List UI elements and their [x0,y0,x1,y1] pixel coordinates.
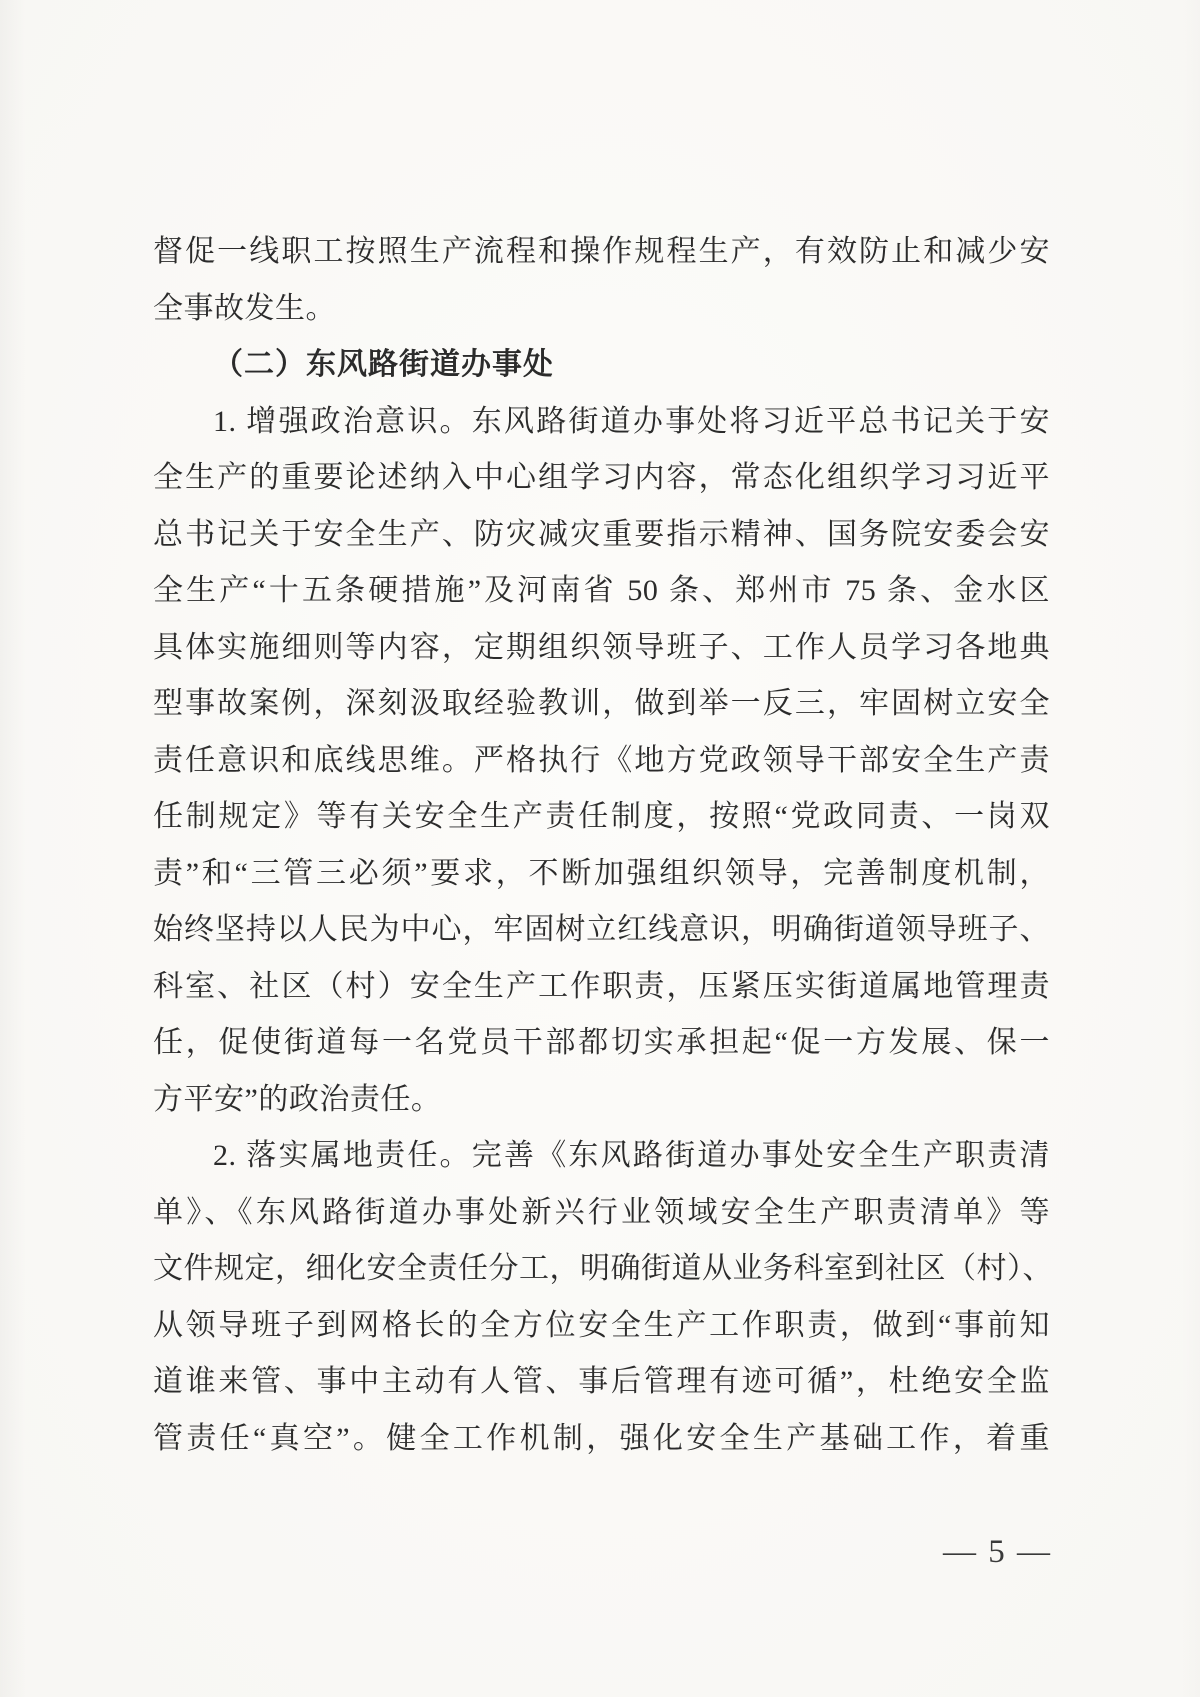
text-line: 全生产的重要论述纳入中心组学习内容，常态化组织学习习近平 [153,461,1050,494]
text-line: 任，促使街道每一名党员干部都切实承担起“促一方发展、保一 [153,1026,1050,1059]
text-line: 全生产“十五条硬措施”及河南省 50 条、郑州市 75 条、金水区 [153,574,1050,607]
text-line: 从领导班子到网格长的全方位安全生产工作职责，做到“事前知 [153,1308,1050,1342]
text-line: 总书记关于安全生产、防灾减灾重要指示精神、国务院安委会安 [153,517,1050,551]
text-line: 单》、《东风路街道办事处新兴行业领域安全生产职责清单》等 [153,1195,1050,1229]
text-line: 责”和“三管三必须”要求，不断加强组织领导，完善制度机制， [153,856,1050,890]
paragraph-start-line: 1. 增强政治意识。东风路街道办事处将习近平总书记关于安 [213,404,1050,438]
text-line: 责任意识和底线思维。严格执行《地方党政领导干部安全生产责 [153,743,1050,777]
text-line: 任制规定》等有关安全生产责任制度，按照“党政同责、一岗双 [153,800,1050,833]
text-line: 方平安”的政治责任。 [153,1082,442,1116]
page-number: — 5 — [943,1534,1052,1570]
text-line: 文件规定，细化安全责任分工，明确街道从业务科室到社区（村）、 [153,1252,1053,1285]
text-line: 科室、社区（村）安全生产工作职责，压紧压实街道属地管理责 [153,969,1050,1003]
document-body [153,224,1053,1467]
text-line: 管责任“真空”。健全工作机制，强化安全生产基础工作，着重 [153,1421,1050,1455]
text-line: 全事故发生。 [153,291,336,325]
text-line: 型事故案例，深刻汲取经验教训，做到举一反三，牢固树立安全 [153,687,1050,720]
section-heading: （二）东风路街道办事处 [213,348,554,381]
text-line: 具体实施细则等内容，定期组织领导班子、工作人员学习各地典 [153,630,1050,664]
text-line: 道谁来管、事中主动有人管、事后管理有迹可循”，杜绝安全监 [153,1365,1050,1398]
text-line: 始终坚持以人民为中心，牢固树立红线意识，明确街道领导班子、 [153,913,1050,946]
paragraph-start-line: 2. 落实属地责任。完善《东风路街道办事处安全生产职责清 [213,1139,1050,1172]
text-line: 督促一线职工按照生产流程和操作规程生产，有效防止和减少安 [153,235,1050,268]
